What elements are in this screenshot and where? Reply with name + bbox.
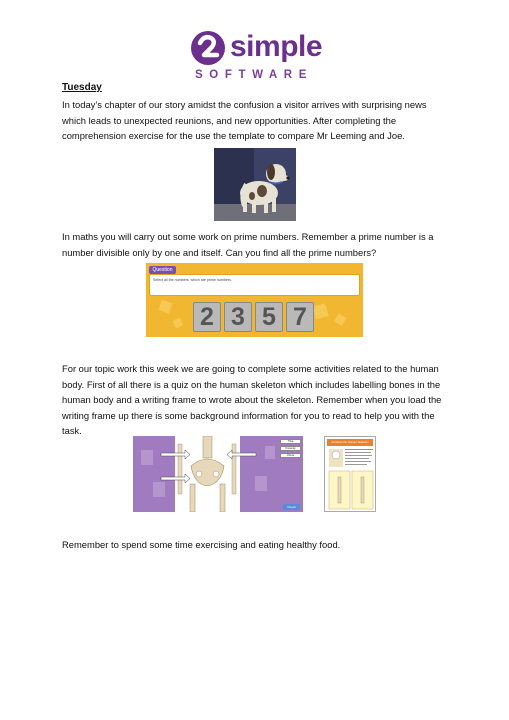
logo-subtitle: SOFTWARE: [195, 69, 313, 81]
question-badge: Question: [149, 266, 176, 274]
writing-frame-content: [325, 437, 376, 512]
bone-label: Kneecap: [280, 446, 301, 451]
number-tiles: [193, 302, 314, 332]
logo: [188, 28, 328, 84]
question-prompt: Select all the numbers, which are prime numbers.: [153, 278, 232, 282]
number-tile: 7: [286, 302, 314, 332]
day-heading: Tuesday: [62, 82, 102, 93]
maths-paragraph: In maths you will carry out some work on prime numbers. Remember a prime number is a number divisible only by one and itself. Can you find all the prime numbers?: [62, 231, 434, 258]
dog-illustration: [214, 148, 296, 221]
reminder-paragraph: Remember to spend some time exercising and eating healthy food.: [62, 539, 341, 550]
skeleton-drawing: [133, 436, 303, 512]
bone-label: Fibula: [280, 453, 301, 458]
topic-paragraph: For our topic work this week we are going to complete some activities related to the human body. First of all there is a quiz on the human skeleton which includes labelling bones in the human body and a writing frame to wrote about the skeleton. Remember when you load the writing frame up there is some background information for you to read to help you with the task.: [62, 363, 442, 436]
check-button: Check: [283, 504, 300, 510]
bone-label-list: [280, 439, 301, 460]
skeleton-quiz-image: [133, 436, 303, 512]
writing-frame-image: [324, 436, 376, 512]
writing-frame-title: All About the Human Skeleton: [327, 439, 373, 446]
number-tile: 2: [193, 302, 221, 332]
logo-wordmark: simple: [230, 30, 323, 63]
number-tile: 5: [255, 302, 283, 332]
2simple-logo-mark-icon: [188, 28, 228, 68]
question-box: [149, 274, 360, 296]
number-tile: 3: [224, 302, 252, 332]
bone-label: Tibia: [280, 439, 301, 444]
prime-number-quiz-image: [146, 263, 363, 337]
story-paragraph: In today’s chapter of our story amidst the confusion a visitor arrives with surprising news which leads to unexpected reunions, and new opportunities. After completing the comprehension exercise for the use the template to compare Mr Leeming and Joe.: [62, 99, 427, 141]
